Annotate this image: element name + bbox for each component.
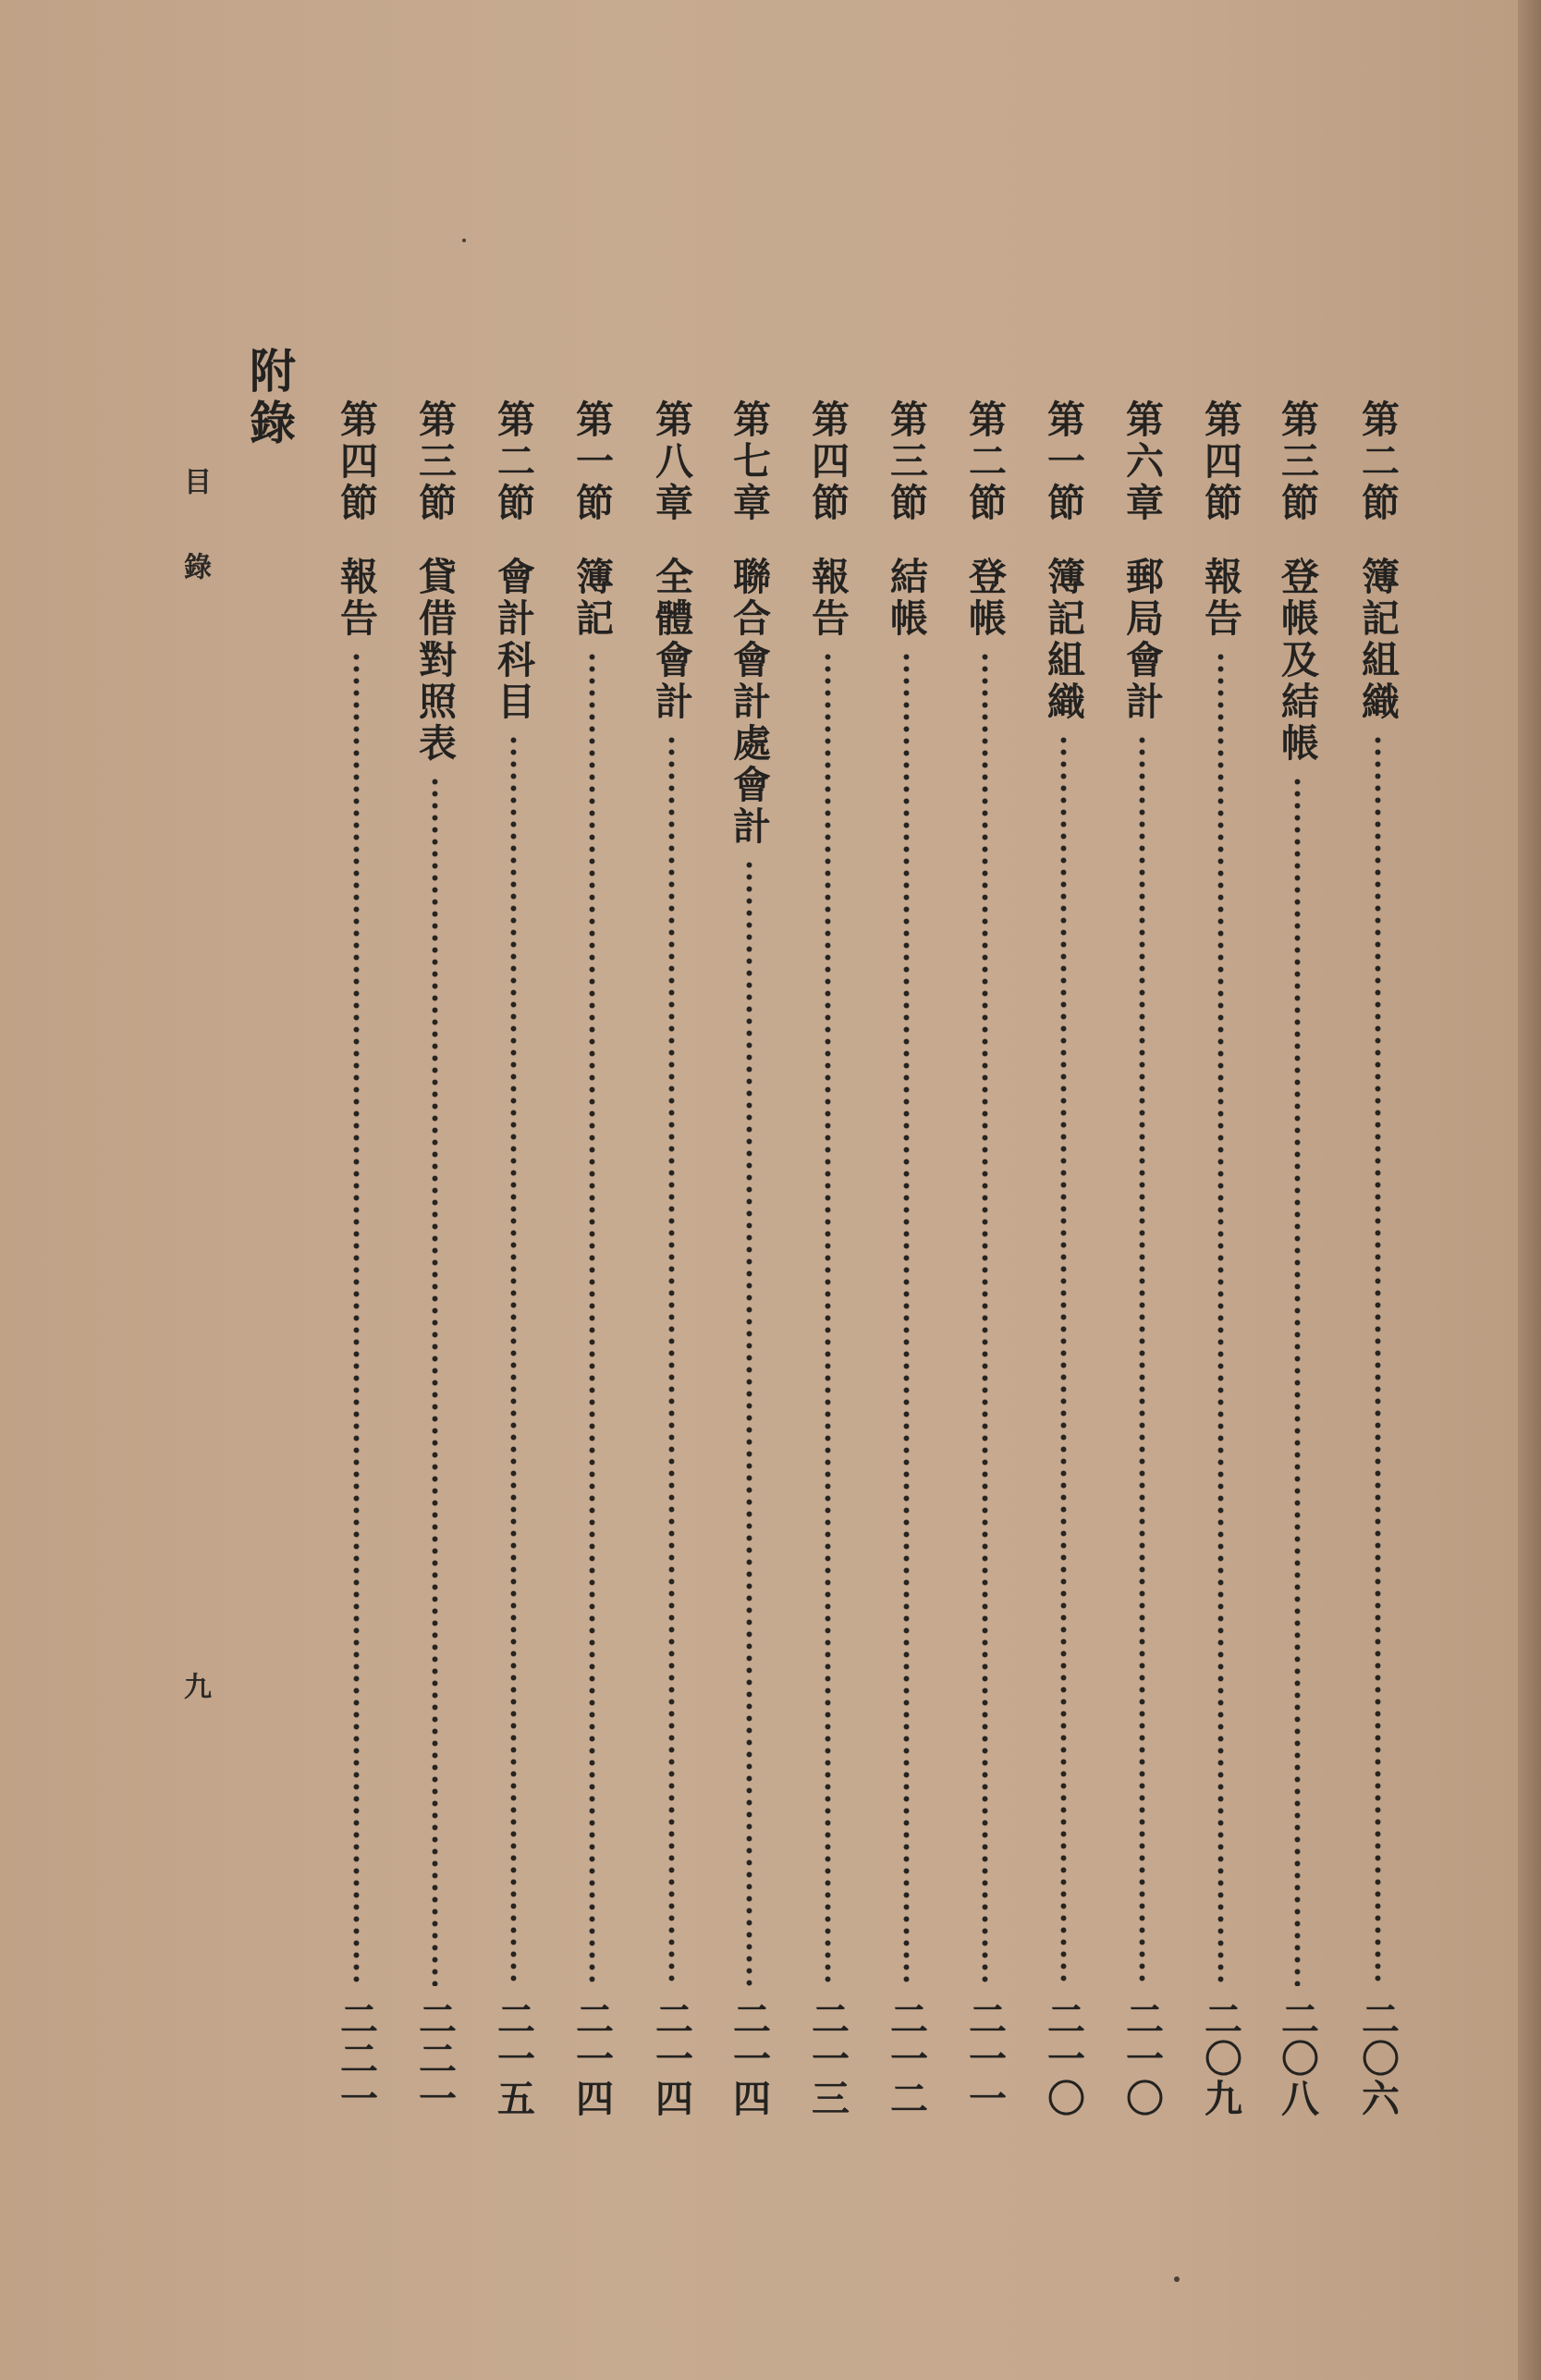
toc-entry-title: 簿記組織 xyxy=(1355,557,1400,723)
toc-entry xyxy=(485,399,541,2118)
toc-entry xyxy=(1269,399,1325,2118)
toc-entry-page: 二一五 xyxy=(491,1999,535,2118)
toc-entry xyxy=(643,399,699,2118)
dot-leader xyxy=(667,734,676,1986)
toc-entry-page: 二一〇 xyxy=(1119,1999,1164,2118)
toc-entry-page: 二〇九 xyxy=(1198,1999,1242,2118)
toc-entry-label: 第四節 xyxy=(805,399,850,524)
toc-entry-title: 全體會計 xyxy=(649,557,693,723)
toc-entry-page: 二一四 xyxy=(569,1999,614,2118)
dot-leader xyxy=(1293,776,1302,1986)
dot-leader xyxy=(1374,734,1382,1986)
toc-entry xyxy=(721,399,777,2118)
toc-entry-page: 二一三 xyxy=(805,1999,850,2118)
toc-entry-label: 第四節 xyxy=(334,399,378,524)
dot-leader xyxy=(824,651,832,1986)
toc-entry xyxy=(878,399,934,2118)
toc-entry-label: 第四節 xyxy=(1198,399,1242,524)
toc-entry-page: 二一一 xyxy=(962,1999,1007,2118)
toc-entry-label: 第二節 xyxy=(962,399,1007,524)
toc-entry-label: 第八章 xyxy=(649,399,693,524)
toc-entry-label: 第三節 xyxy=(1275,399,1319,524)
toc-entry xyxy=(407,399,462,2118)
running-head: 目錄 xyxy=(178,467,211,637)
toc-entry-title: 登帳及結帳 xyxy=(1275,557,1319,765)
paper-speck xyxy=(1174,2276,1180,2282)
dot-leader xyxy=(431,776,439,1986)
toc-entry-label: 第六章 xyxy=(1119,399,1164,524)
toc-entry-label: 第一節 xyxy=(1041,399,1085,524)
toc-entry-title: 報告 xyxy=(1198,557,1242,640)
toc-entry-label: 第七章 xyxy=(727,399,771,524)
dot-leader xyxy=(1059,734,1068,1986)
dot-leader xyxy=(902,651,911,1986)
toc-entry xyxy=(957,399,1012,2118)
toc-entry xyxy=(800,399,855,2118)
toc-entry-label: 第三節 xyxy=(884,399,928,524)
toc-entry-page: 二〇六 xyxy=(1355,1999,1400,2118)
toc-entry-page: 二一二 xyxy=(884,1999,928,2118)
toc-entry-page: 二二一 xyxy=(334,1999,378,2118)
toc-entry xyxy=(564,399,619,2118)
toc-entry-title: 結帳 xyxy=(884,557,928,640)
paper-speck xyxy=(462,239,466,242)
toc-entry xyxy=(1192,399,1248,2118)
toc-entry-title: 報告 xyxy=(334,557,378,640)
toc-entry-page: 二二一 xyxy=(412,1999,457,2118)
toc-entry-title: 報告 xyxy=(805,557,850,640)
toc-entry-page: 二〇八 xyxy=(1275,1999,1319,2118)
dot-leader xyxy=(588,651,596,1986)
dot-leader xyxy=(509,734,518,1986)
toc-entry-title: 簿記 xyxy=(569,557,614,640)
dot-leader xyxy=(1217,651,1225,1986)
toc-entry-label: 第二節 xyxy=(491,399,535,524)
toc-entry-page: 二一四 xyxy=(649,1999,693,2118)
dot-leader xyxy=(981,651,989,1986)
dot-leader xyxy=(745,859,753,1986)
toc-entry-label: 第三節 xyxy=(412,399,457,524)
toc-entry-label: 第一節 xyxy=(569,399,614,524)
dot-leader xyxy=(1138,734,1146,1986)
toc-entry xyxy=(1350,399,1405,2118)
toc-entry-page: 二一四 xyxy=(727,1999,771,2118)
toc-entry-title: 簿記組織 xyxy=(1041,557,1085,723)
toc-entry xyxy=(1035,399,1091,2118)
toc-entry-title: 登帳 xyxy=(962,557,1007,640)
page-edge xyxy=(1518,0,1541,2380)
toc-entry-title: 貸借對照表 xyxy=(412,557,457,765)
toc-entry-label: 第二節 xyxy=(1355,399,1400,524)
toc-entry-title: 聯合會計處會計 xyxy=(727,557,771,848)
page-number: 九 xyxy=(178,1672,211,1699)
toc-entry-title: 郵局會計 xyxy=(1119,557,1164,723)
appendix-heading: 附錄 xyxy=(242,347,297,450)
toc-entry xyxy=(328,399,384,2118)
toc-entry xyxy=(1114,399,1169,2118)
toc-entry-title: 會計科目 xyxy=(491,557,535,723)
toc-entry-page: 二一〇 xyxy=(1041,1999,1085,2118)
dot-leader xyxy=(352,651,361,1986)
